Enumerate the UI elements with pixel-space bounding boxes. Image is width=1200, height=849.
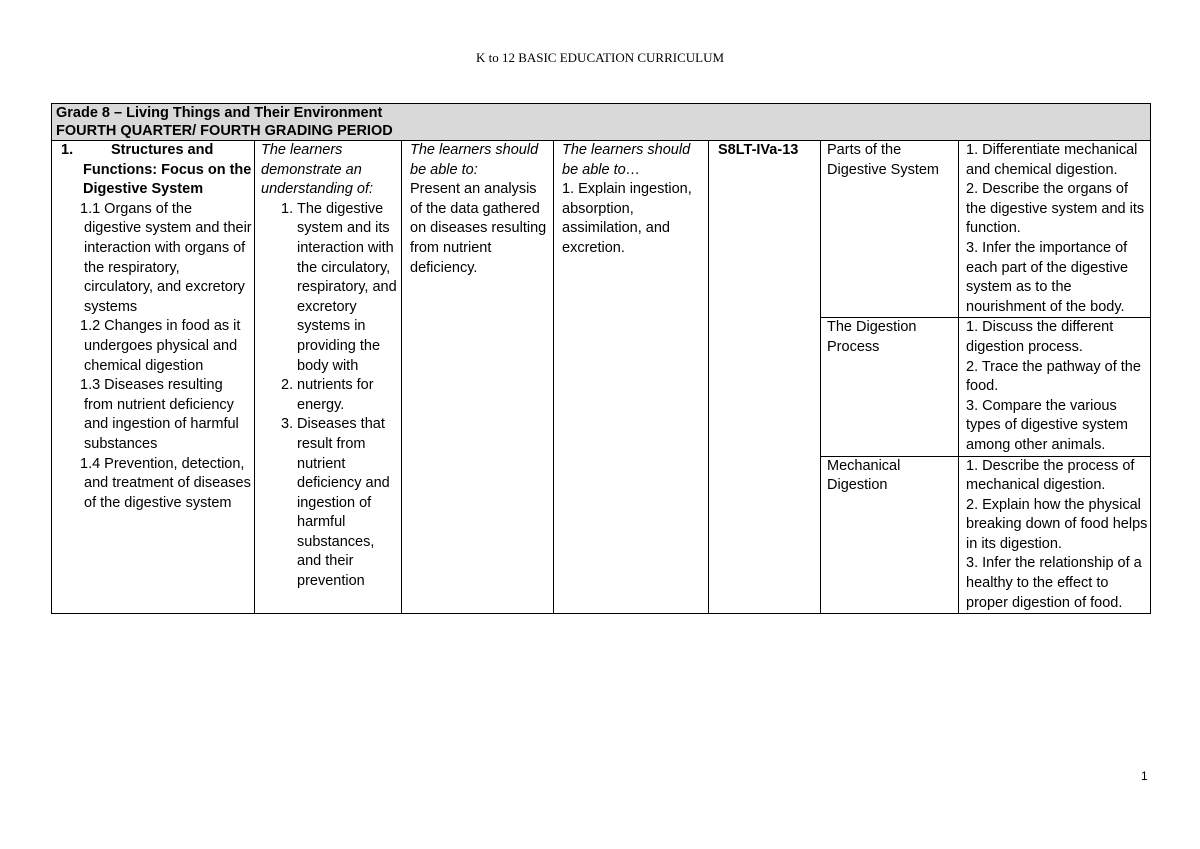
subtopic-name: Parts of the Digestive System: [827, 142, 940, 178]
objective-item: 1. Discuss the different digestion process.: [966, 319, 1114, 355]
objective-item: 1. Describe the process of mechanical digestion.: [966, 457, 1135, 494]
subtopic-cell: [821, 318, 959, 456]
list-number: 2.: [281, 377, 294, 394]
list-number: 1.: [281, 200, 294, 217]
content-standard-list: [261, 200, 399, 592]
list-text: nutrients for energy.: [297, 377, 374, 413]
competency-code: S8LT-IVa-13: [718, 142, 799, 158]
list-item: [261, 415, 399, 591]
grade-title: Grade 8 – Living Things and Their Environment: [56, 105, 383, 121]
content-standard-cell: [255, 141, 402, 614]
list-item: [261, 200, 399, 376]
objectives-cell: [959, 456, 1151, 614]
performance-standard-text: Present an analysis of the data gathered on diseases resulting from nutrient deficiency.: [410, 181, 547, 276]
table-row: [52, 141, 1151, 318]
learning-competency-cell: [554, 141, 709, 614]
objective-item: 1. Differentiate mechanical and chemical digestion.: [966, 142, 1138, 178]
subtopic-cell: [821, 141, 959, 318]
subtopic-name: The Digestion Process: [827, 319, 917, 355]
content-standard-intro: The learners demonstrate an understanding of:: [261, 142, 374, 198]
objective-item: 2. Trace the pathway of the food.: [966, 358, 1141, 395]
learning-competency-text: 1. Explain ingestion, absorption, assimilation, and excretion.: [562, 181, 692, 256]
topic-item: 1.3 Diseases resulting from nutrient deficiency and ingestion of harmful substances: [80, 377, 239, 452]
topic-title-text: Structures and Functions: Focus on the Digestive System: [83, 142, 252, 198]
subtopic-name: Mechanical Digestion: [827, 457, 901, 494]
document-header: K to 12 BASIC EDUCATION CURRICULUM: [475, 50, 725, 65]
topic-item: 1.4 Prevention, detection, and treatment of diseases of the digestive system: [80, 455, 251, 511]
quarter-title: FOURTH QUARTER/ FOURTH GRADING PERIOD: [56, 123, 393, 139]
table-header-row: [52, 104, 1151, 141]
topic-number: 1.: [61, 142, 74, 158]
topic-item: 1.2 Changes in food as it undergoes physical and chemical digestion: [80, 318, 241, 374]
topic-title: [58, 141, 252, 200]
subtopic-cell: [821, 456, 959, 614]
grade-header-cell: [52, 104, 1151, 141]
topic-item: 1.1 Organs of the digestive system and their interaction with organs of the respiratory, circulatory, and excretory systems: [80, 200, 252, 315]
topic-cell: [52, 141, 255, 614]
objective-item: 3. Infer the importance of each part of the digestive system as to the nourishment of the body.: [966, 239, 1129, 315]
list-text: The digestive system and its interaction with the circulatory, respiratory, and excretory systems in providing the body with: [297, 200, 397, 374]
list-text: Diseases that result from nutrient deficiency and ingestion of harmful substances, and their prevention: [297, 416, 390, 590]
code-cell: [709, 141, 821, 614]
objective-item: 3. Infer the relationship of a healthy to the effect to proper digestion of food.: [966, 555, 1142, 611]
curriculum-table: [51, 103, 1151, 614]
objective-item: 3. Compare the various types of digestive system among other animals.: [966, 397, 1128, 453]
objectives-cell: [959, 318, 1151, 456]
objective-item: 2. Explain how the physical breaking down of food helps in its digestion.: [966, 496, 1148, 552]
performance-standard-cell: [402, 141, 554, 614]
learning-competency-intro: The learners should be able to…: [562, 142, 691, 178]
page-number: 1: [1141, 769, 1148, 783]
list-number: 3.: [281, 416, 294, 433]
objective-item: 2. Describe the organs of the digestive system and its function.: [966, 181, 1145, 237]
objectives-cell: [959, 141, 1151, 318]
list-item: [261, 376, 399, 415]
performance-standard-intro: The learners should be able to:: [410, 142, 539, 178]
